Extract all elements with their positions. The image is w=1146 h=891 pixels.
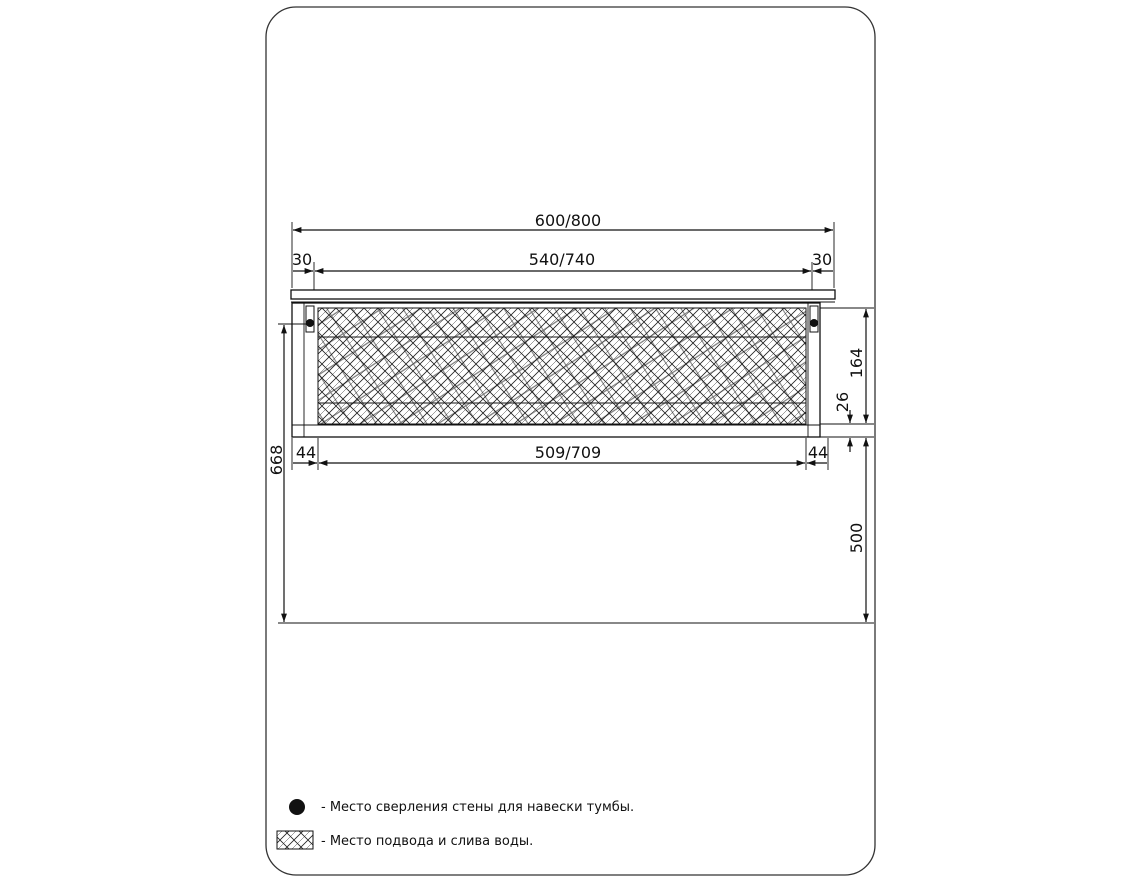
- legend-water-label: - Место подвода и слива воды.: [321, 834, 534, 849]
- mount-bracket-right: [810, 306, 818, 332]
- crosshatch-swatch-icon: [277, 831, 313, 849]
- bottom-panel-label: 26: [833, 391, 852, 413]
- floor-height-label: 500: [847, 522, 866, 554]
- cabinet-drawing: [291, 290, 835, 437]
- legend-item-drill: [289, 799, 634, 815]
- total-height-label: 668: [267, 444, 286, 476]
- side-offset-left-label: 30: [291, 250, 313, 269]
- overall-width-label: 600/800: [534, 211, 602, 230]
- countertop: [291, 290, 835, 299]
- bottom-side-left-label: 44: [295, 443, 317, 462]
- drill-point-icon: [289, 799, 305, 815]
- sheet-border: [266, 7, 875, 875]
- drill-point-icon: [306, 319, 314, 327]
- bottom-side-right-label: 44: [807, 443, 829, 462]
- body-height-label: 164: [847, 347, 866, 379]
- drill-point-icon: [810, 319, 818, 327]
- opening-width-label: 509/709: [534, 443, 602, 462]
- water-supply-area-overlay: [318, 308, 806, 424]
- inner-width-label: 540/740: [528, 250, 596, 269]
- mount-bracket-left: [306, 306, 314, 332]
- side-offset-right-label: 30: [811, 250, 833, 269]
- legend-drill-label: - Место сверления стены для навески тумбы.: [321, 800, 635, 815]
